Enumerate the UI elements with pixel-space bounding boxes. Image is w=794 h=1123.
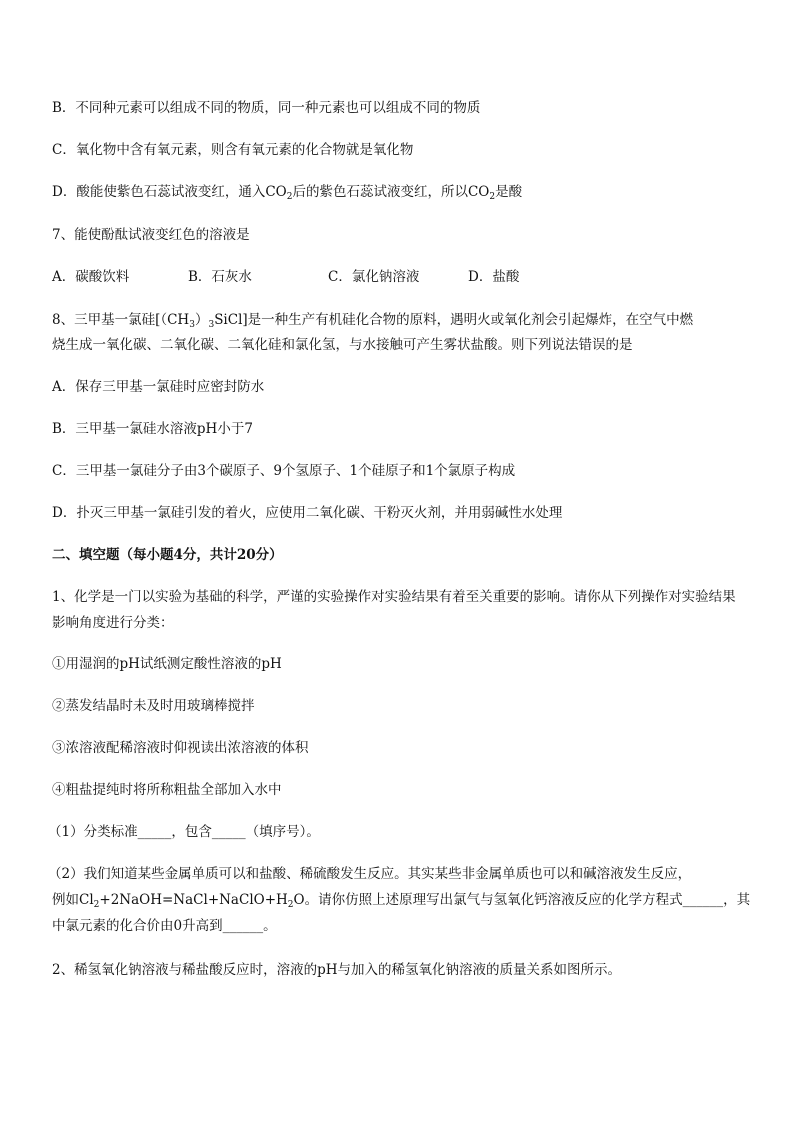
fq1-part2-line3: 中氯元素的化合价由0升高到______。 bbox=[52, 918, 277, 934]
q8-option-a: A．保存三甲基一氯硅时应密封防水 bbox=[52, 379, 265, 395]
q8-stem-c: SiCl]是一种生产有机硅化合物的原料，遇明火或氧化剂会引起爆炸，在空气中燃 bbox=[214, 312, 694, 328]
q7-option-a: A．碳酸饮料 bbox=[52, 269, 130, 285]
q6-option-d-text-a: D．酸能使紫色石蕊试液变红，通入CO bbox=[52, 184, 287, 200]
q8-stem-line2: 烧生成一氧化碳、二氧化碳、二氧化硅和氯化氢，与水接触可产生雾状盐酸。则下列说法错误的是 bbox=[52, 337, 633, 353]
fq1-stem: 1、化学是一门以实验为基础的科学，严谨的实验操作对实验结果有着至关重要的影响。请你从下列操作对实验结果影响角度进行分类： bbox=[52, 589, 736, 631]
subscript: 3 bbox=[189, 320, 195, 330]
q7-option-d: D．盐酸 bbox=[468, 269, 520, 285]
subscript: 3 bbox=[208, 320, 215, 330]
q6-option-d-text-b: 后的紫色石蕊试液变红，所以CO bbox=[292, 184, 490, 200]
q7-options bbox=[52, 267, 752, 287]
q7-option-c: C．氯化钠溶液 bbox=[328, 269, 420, 285]
subscript: 2 bbox=[287, 900, 294, 910]
q6-option-d-text-c: 是酸 bbox=[495, 184, 523, 200]
fq2-stem: 2、稀氢氧化钠溶液与稀盐酸反应时，溶液的pH与加入的稀氢氧化钠溶液的质量关系如图所示。 bbox=[52, 962, 622, 978]
q8-stem-a: 8、三甲基一氯硅[（CH bbox=[52, 312, 190, 328]
q8-option-c: C．三甲基一氯硅分子由3个碳原子、9个氢原子、1个硅原子和1个氯原子构成 bbox=[52, 463, 516, 479]
subscript: 2 bbox=[93, 900, 100, 910]
q8-option-d: D．扑灭三甲基一氯硅引发的着火，应使用二氧化碳、干粉灭火剂，并用弱碱性水处理 bbox=[52, 505, 563, 521]
fq1-part2-text-c: O。请你仿照上述原理写出氯气与氢氧化钙溶液反应的化学方程式______，其 bbox=[293, 892, 751, 908]
fq1-part2-text-a: 例如Cl bbox=[52, 892, 94, 908]
q8-option-b: B．三甲基一氯硅水溶液pH小于7 bbox=[52, 421, 253, 437]
q8-stem-b: ） bbox=[194, 312, 209, 328]
fq1-part2-line1: （2）我们知道某些金属单质可以和盐酸、稀硫酸发生反应。其实某些非金属单质也可以和碱溶液发生反应， bbox=[48, 866, 692, 882]
subscript: 2 bbox=[286, 192, 293, 202]
fq1-item-1: ①用湿润的pH试纸测定酸性溶液的pH bbox=[52, 656, 282, 672]
section-heading: 二、填空题（每小题4分，共计20分） bbox=[52, 547, 283, 563]
q7-stem: 7、能使酚酞试液变红色的溶液是 bbox=[52, 227, 250, 243]
q8-stem-line1 bbox=[52, 310, 752, 330]
q6-option-b: B．不同种元素可以组成不同的物质，同一种元素也可以组成不同的物质 bbox=[52, 100, 481, 116]
q6-option-d bbox=[52, 182, 752, 202]
subscript: 2 bbox=[489, 192, 496, 202]
fq1-item-2: ②蒸发结晶时未及时用玻璃棒搅拌 bbox=[52, 698, 255, 714]
q7-option-b: B．石灰水 bbox=[188, 269, 252, 285]
fq1-item-4: ④粗盐提纯时将所称粗盐全部加入水中 bbox=[52, 782, 282, 798]
fq1-part2-text-b: +2NaOH=NaCl+NaClO+H bbox=[99, 892, 288, 908]
fq1-part2-line2 bbox=[52, 890, 752, 910]
fq1-item-3: ③浓溶液配稀溶液时仰视读出浓溶液的体积 bbox=[52, 740, 309, 756]
fq1-part1: （1）分类标准_____，包含_____（填序号）。 bbox=[48, 824, 320, 840]
q6-option-c: C．氧化物中含有氧元素，则含有氧元素的化合物就是氧化物 bbox=[52, 142, 414, 158]
